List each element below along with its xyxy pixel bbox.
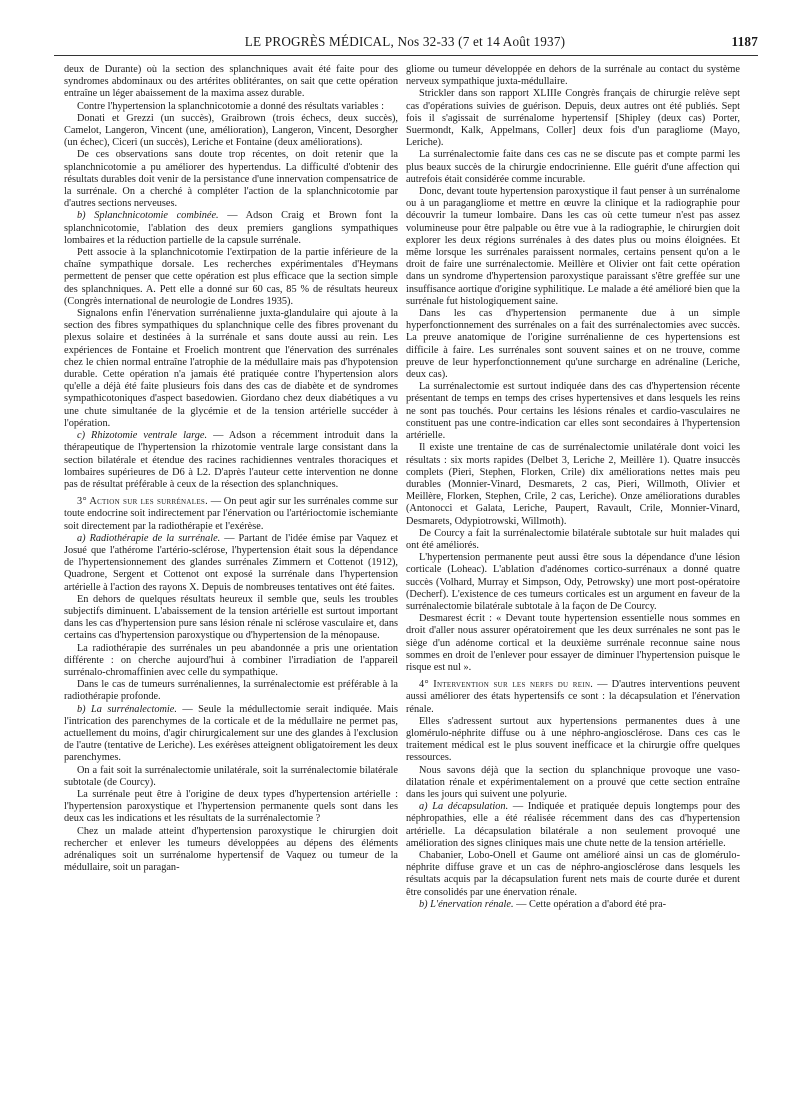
paragraph: Nous savons déjà que la section du splanchnique provoque une vaso-dilatation rénale et expérimentalement on a prouvé que cette section entraîne dans les jours qui suivent une polyurie. <box>406 764 740 800</box>
paragraph-text: — D'autres interventions peuvent aussi améliorer des états hypertensifs ce sont : la décapsulation et l'énervation rénale. <box>406 679 740 715</box>
section-heading: 3° Action sur les surrénales. <box>77 496 208 508</box>
paragraph <box>64 496 398 533</box>
paragraph: Chez un malade atteint d'hypertension paroxystique le chirurgien doit rechercher et enlever les tumeurs développées au dépens des éléments adrénaliques soit un surrénalome hypertensif de Vaquez ou tumeur de la médullaire, soit un paragan- <box>64 825 398 874</box>
paragraph-text: — On peut agir sur les surrénales comme sur toute endocrine soit indirectement par l'énervation ou l'artérioctomie ischemiante soit directement par la radiothérapie et l'exérèse. <box>64 496 398 532</box>
subsection-heading: b) Splanchnicotomie combinée. <box>77 210 219 222</box>
paragraph: Desmarest écrit : « Devant toute hypertension essentielle nous sommes en droit d'aller nous assurer opératoirement que les deux surrénales ne sont pas le siège d'un adénome cortical et la deuxième surrénale reconnue saine nous sommes en droit de l'enlever pour essayer de diminuer l'hypertension puisque le risque est nul ». <box>406 613 740 673</box>
subsection-heading: a) Radiothérapie de la surrénale. <box>77 532 221 544</box>
paragraph: Pett associe à la splanchnicotomie l'extirpation de la partie inférieure de la chaîne sympathique dorsale. Les recherches expérimentales d'Heymans permettent de penser que cette opération est plus efficace que la section simple des splanchniques. A. Pett elle a donné sur 60 cas, 85 % de résultats heureux (Congrès international de neurologie de Londres 1935). <box>64 247 398 307</box>
paragraph <box>64 704 398 765</box>
paragraph: Dans les cas d'hypertension permanente due à un simple hyperfonctionnement des surrénales on a fait des surrénalectomies avec succès. La preuve anatomique de l'origine surrénalienne de ces hypertensions est difficile à faire. Les surrénales sont souvent saines et on ne trouve, comme preuve de leur hyperfonctionnement qu'une surcharge en adrénaline (Leriche, deux cas). <box>406 308 740 381</box>
paragraph: La surrénalectomie est surtout indiquée dans des cas d'hypertension récente présentant de temps en temps des crises hypertensives et dans lesquels les reins ne sont pas touchés. Pour certains les lésions rénales et cardio-vasculaires ne constituent pas une contre-indication car elles sont secondaires à l'hypertension artérielle. <box>406 381 740 442</box>
paragraph: De Courcy a fait la surrénalectomie bilatérale subtotale sur huit malades qui ont été améliorés. <box>406 527 740 551</box>
paragraph: En dehors de quelques résultats heureux il semble que, seuls les troubles subjectifs diminuent. L'abaissement de la tension artérielle est surtout important dans les cas d'hypertension pure sans lésion rénale ni sclérose vasculaire et, dans certains cas d'hypertension paroxystique ou d'hypertension de la ménopause. <box>64 593 398 642</box>
journal-title: LE PROGRÈS MÉDICAL, Nos 32-33 (7 et 14 Août 1937) <box>244 34 566 49</box>
paragraph: Chabanier, Lobo-Onell et Gaume ont amélioré ainsi un cas de glomérulo-néphrite diffuse grave et un cas de néphro-angiosclérose dans lesquels les résultats acquis par la décapsulation furent nets mais de courte durée et durent être consolidés par une énervation rénale. <box>406 850 740 898</box>
paragraph: Contre l'hypertension la splanchnicotomie a donné des résultats variables : <box>77 100 384 112</box>
paragraph: La radiothérapie des surrénales un peu abandonnée a pris une orientation différente : on cherche aujourd'hui à combiner l'irradiation de l'appareil surrénalo-chromaffinien avec celle du sympathique. <box>64 642 398 678</box>
subsection-heading: b) L'énervation rénale. <box>419 898 514 910</box>
left-column <box>64 64 398 1092</box>
paragraph-text: — Cette opération a d'abord été pra- <box>516 898 667 910</box>
paragraph <box>406 801 740 850</box>
paragraph <box>406 679 740 716</box>
paragraph-text: — Adson a récemment introduit dans la thérapeutique de l'hypertension la rhizotomie ventrale large consistant dans la section bilatérale et étendue des racines rachidiennes ventrales thoraciques et lombaires supérieures de D6 à L2. D'après l'auteur cette intervention ne donne pas de résultat préférable à ceux de la résection des splanchniques. <box>64 430 398 490</box>
paragraph: Strickler dans son rapport XLIIIe Congrès français de chirurgie relève sept cas d'opérations suivies de guérison. Depuis, deux autres ont été publiés. Sept fois il s'agissait de surrénalome hypertensif [Shipley (deux cas) Porter, Suermondt, Kalk, Appelmans, Coller] deux fois d'un paragliome (Mayo, Leriche). <box>406 88 740 149</box>
paragraph: La surrénale peut être à l'origine de deux types d'hypertension artérielle : l'hypertension paroxystique et l'hypertension permanente quels sont dans les deux cas les indications et les résultats de la surrénalectomie ? <box>64 788 398 825</box>
paragraph-text: — Seule la médullectomie serait indiquée. Mais l'intrication des parenchymes de la corticale et de la médullaire ne permet pas, actuellement du moins, d'agir chirurgicalement sur une des glandes à l'exclusion de l'autre (tentative de Leriche). Les exérèses atteignent obligatoirement les deux parenchymes. <box>64 703 398 764</box>
header-rule <box>54 55 758 56</box>
subsection-heading: b) La surrénalectomie. <box>77 703 177 715</box>
paragraph: L'hypertension permanente peut aussi être sous la dépendance d'une lésion corticale (Loheac). L'ablation d'adénomes cortico-surrénaux a donné quatre succès (Volhard, Murray et Simpson, Ody, Petrowsky) une mort post-opératoire (Decherf). L'existence de ces tumeurs corticales est un argument en faveur de la surrénalectomie bilatérale subtotale à la façon de De Courcy. <box>406 552 740 612</box>
subsection-heading: a) La décapsulation. <box>419 801 509 813</box>
paragraph: Dans le cas de tumeurs surrénaliennes, la surrénalectomie est préférable à la radiothérapie profonde. <box>64 679 398 703</box>
paragraph: On a fait soit la surrénalectomie unilatérale, soit la surrénalectomie bilatérale subtotale (de Courcy). <box>64 764 398 788</box>
paragraph: Elles s'adressent surtout aux hypertensions permanentes dues à une glomérulo-néphrite diffuse ou à une néphro-angiosclérose. Dans ces cas le traitement médical est le plus souvent inefficace et la chirurgie offre quelques ressources. <box>406 715 740 764</box>
paragraph-text: — Partant de l'idée émise par Vaquez et Josué que l'athérome l'artério-sclérose, l'hypertension était sous la dépendance de l'hypertensionnement des glandes surrénales Zimmern et Cottenot (1912), Quadrone, Sergent et Cottenot ont exposé la surrénale dans l'hypertension artérielle à l'action des rayons X. Depuis de nombreuses tentatives ont été faites. <box>64 532 398 593</box>
paragraph: Donc, devant toute hypertension paroxystique il faut penser à un surrénalome ou à un paragangliome et mettre en œuvre la clinique et la radiographie pour découvrir la tumeur lombaire. Dans les cas où cette tumeur n'est pas assez volumineuse pour être palpable ou être vue à la radiographie, le chirurgien doit explorer les deux régions surrénales à des dates plus ou moins éloignées. Et même lorsque les surrénales paraissent normales, certains pensent qu'on a le droit de faire une surrénalectomie. Meillère et Olivier ont fait cette opération dans un syndrome d'hypertension paroxystique paraissant s'être greffée sur une insuffisance aortique d'origine syphilitique. Le malade a été amélioré bien que la surrénale fut histologiquement saine. <box>406 186 740 307</box>
paragraph: gliome ou tumeur développée en dehors de la surrénale au contact du système nerveux sympathique juxta-médullaire. <box>406 64 740 88</box>
paragraph: La surrénalectomie faite dans ces cas ne se discute pas et compte parmi les plus beaux succès de la chirurgie endocrinienne. Elle guérit d'une affection qui autrefois était considérée comme incurable. <box>406 149 740 185</box>
subsection-heading: c) Rhizotomie ventrale large. <box>77 430 208 442</box>
paragraph: Il existe une trentaine de cas de surrénalectomie unilatérale dont voici les résultats : six morts rapides (Delbet 3, Leriche 2, Meillère 1). Quatre insuccès complets (Pieri, Stephen, Florken, Crile) dix améliorations nettes mais peu durables (Monnier-Vinard, Desmarets, 2 cas, Pieri, Willmoth, Olivier et Meillère, Florken, Stephen, Crile, 2 cas, Leriche). Onze améliorations durables (Antonocci et Galata, Leriche, Paupert, Ravault, Crile, Monnier-Vinard, Desmarets, Odypiotrowski, Willmoth). <box>406 442 740 527</box>
paragraph: De ces observations sans doute trop récentes, on doit retenir que la splanchnicotomie a pu améliorer des hypertendus. La difficulté d'obtenir des résultats durables doit venir de la persistance d'une innervation compensatrice de la surrénale. On a cherché à compléter l'action de la splanchnicotomie par d'autres sections nerveuses. <box>64 149 398 210</box>
right-column <box>406 64 740 1092</box>
page-number: 1187 <box>731 34 758 49</box>
paragraph <box>64 430 398 491</box>
paragraph: Signalons enfin l'énervation surrénalienne juxta-glandulaire qui ajoute à la section des fibres sympathiques du splanchnique celle des fibres provenant du plexus solaire et destinées à la surrénale et sans doute aussi au rein. Les expériences de Fontaine et Froelich montrent que l'énervation des surrénales chez le chien normal entraîne l'atrophie de la médullaire mais pas d'hypotension durable. Cette opération n'a jamais été pratiquée contre l'hypertension alors qu'elle a déjà été faite plusieurs fois dans des cas de diabète et de syndromes sympathicotoniques d'aspect basedowien. Giordano chez deux diabétiques a vu une chute simultanée de la glycémie et de la tension artérielle succéder à l'opération. <box>64 308 398 429</box>
paragraph: deux de Durante) où la section des splanchniques avait été faite pour des syndromes abdominaux ou des artérites oblitérantes, on sait que cette opération entraîne un léger abaissement de la maxima assez durable. <box>64 64 398 100</box>
section-heading: 4° Intervention sur les nerfs du rein. <box>419 679 594 691</box>
running-header <box>52 34 758 52</box>
paragraph <box>64 533 398 594</box>
paragraph: Donati et Grezzi (un succès), Graibrown (trois échecs, deux succès), Camelot, Langeron, Vincent (une, amélioration), Langeron, Vincent, Desorgher (un échec), Ciceri (un succès), Leriche et Fontaine (deux améliorations). <box>64 112 398 149</box>
paragraph <box>64 210 398 247</box>
paragraph-text: — Indiquée et pratiquée depuis longtemps pour des néphropathies, elle a été réalisée récemment dans des cas d'hypertension artérielle. La décapsulation bilatérale a non seulement provoqué une amélioration des signes cliniques mais une chute nette de la tension artérielle. <box>406 801 740 849</box>
paragraph <box>406 899 740 911</box>
paragraph-text: — Adson Craig et Brown font la splanchnicotomie, l'ablation des deux premiers ganglions sympathiques lombaires et la réduction partielle de la capsule surrénale. <box>64 210 398 246</box>
